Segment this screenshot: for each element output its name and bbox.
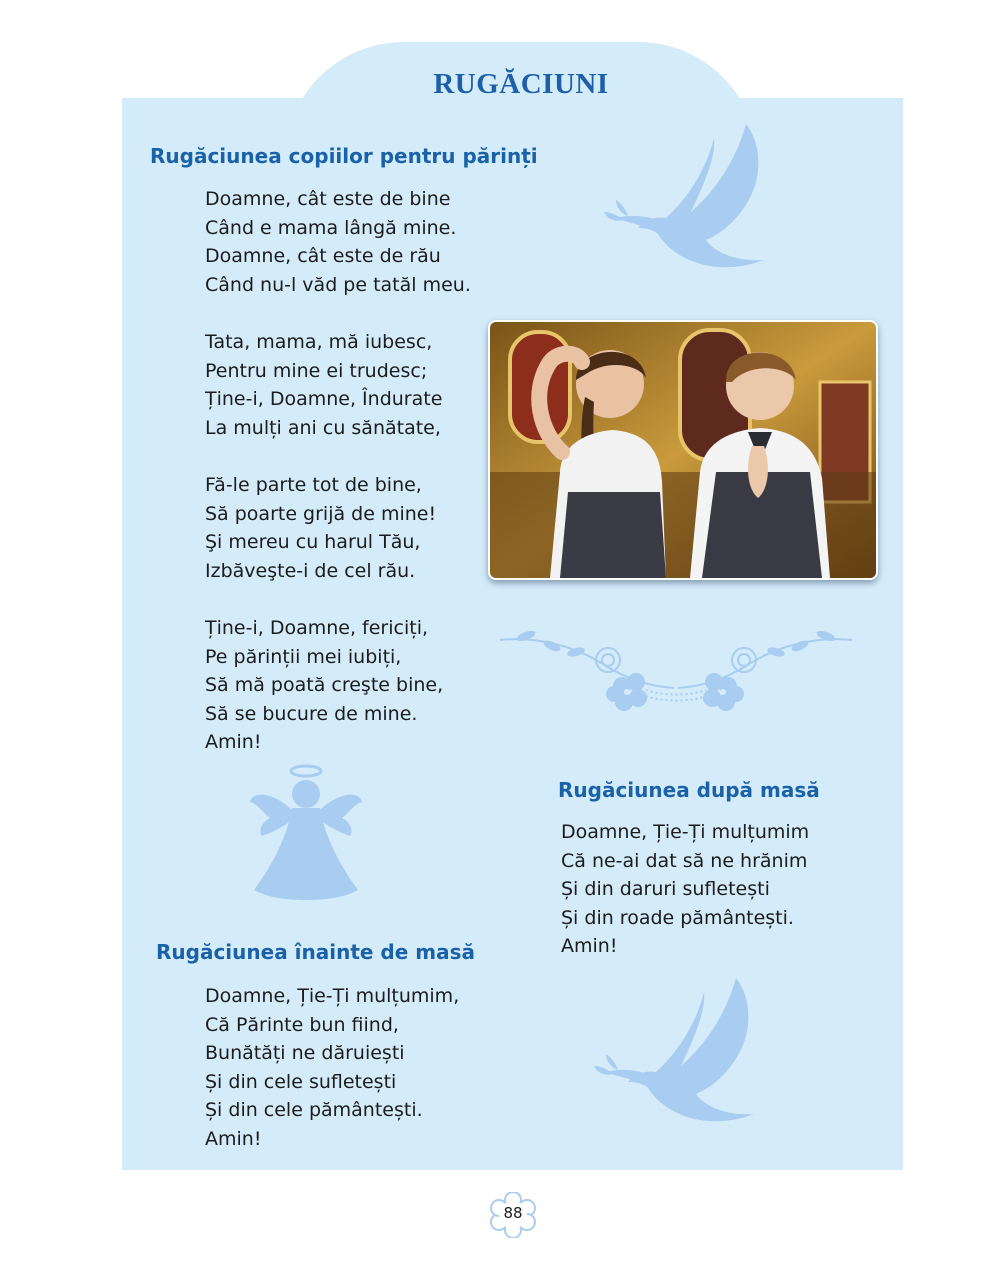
poem-before-meal — [205, 982, 459, 1154]
page-number-badge — [490, 1192, 536, 1238]
verse-line: Când nu-l văd pe tatăl meu. — [205, 273, 471, 296]
section-heading-after-meal: Rugăciunea după masă — [558, 778, 820, 802]
poem-after-meal — [561, 818, 809, 961]
verse-line: Amin! — [205, 1127, 262, 1150]
stanza — [205, 982, 459, 1154]
verse-line: Să poarte grijă de mine! — [205, 502, 437, 525]
verse-line: Ține-i, Doamne, fericiți, — [205, 616, 429, 639]
verse-line: Tata, mama, mă iubesc, — [205, 330, 433, 353]
verse-line: Să mă poată creşte bine, — [205, 674, 444, 697]
verse-line: Doamne, cât este de rău — [205, 245, 441, 268]
verse-line: Fă-le parte tot de bine, — [205, 473, 422, 496]
stanza — [561, 818, 809, 961]
verse-line: Doamne, cât este de bine — [205, 188, 451, 210]
verse-line: Amin! — [205, 731, 262, 754]
verse-line: La mulți ani cu sănătate, — [205, 416, 441, 439]
dove-icon — [596, 120, 786, 280]
stanza — [205, 614, 471, 757]
verse-line: Şi mereu cu harul Tău, — [205, 531, 421, 554]
angel-icon — [248, 762, 364, 902]
section-heading-parents: Rugăciunea copiilor pentru părinți — [150, 144, 538, 168]
floral-ornament-icon — [496, 626, 856, 722]
verse-line: Doamne, Ție-Ți mulțumim, — [205, 985, 460, 1007]
verse-line: Că ne-ai dat să ne hrănim — [561, 849, 808, 872]
verse-line: Doamne, Ție-Ți mulțumim — [561, 821, 810, 843]
stanza — [205, 185, 471, 299]
verse-line: Că Părinte bun fiind, — [205, 1013, 399, 1036]
section-heading-before-meal: Rugăciunea înainte de masă — [156, 940, 476, 964]
verse-line: Izbăveşte-i de cel rău. — [205, 559, 416, 582]
verse-line: Pentru mine ei trudesc; — [205, 359, 428, 382]
verse-line: Și din roade pământești. — [561, 906, 794, 929]
photo-children-praying — [488, 320, 878, 580]
verse-line: Să se bucure de mine. — [205, 702, 418, 725]
page-number: 88 — [503, 1204, 523, 1222]
poem-parents — [205, 185, 471, 757]
verse-line: Amin! — [561, 935, 618, 958]
verse-line: Când e mama lângă mine. — [205, 216, 457, 239]
stanza — [205, 471, 471, 585]
verse-line: Ține-i, Doamne, Îndurate — [205, 388, 443, 411]
verse-line: Și din cele pământești. — [205, 1099, 423, 1122]
verse-line: Și din cele sufletești — [205, 1070, 397, 1093]
stanza — [205, 328, 471, 442]
page-title: RUGĂCIUNI — [433, 68, 609, 100]
dove-icon — [586, 974, 776, 1134]
verse-line: Pe părinții mei iubiți, — [205, 645, 402, 668]
verse-line: Bunătăți ne dăruiești — [205, 1042, 405, 1065]
verse-line: Și din daruri sufletești — [561, 878, 770, 901]
